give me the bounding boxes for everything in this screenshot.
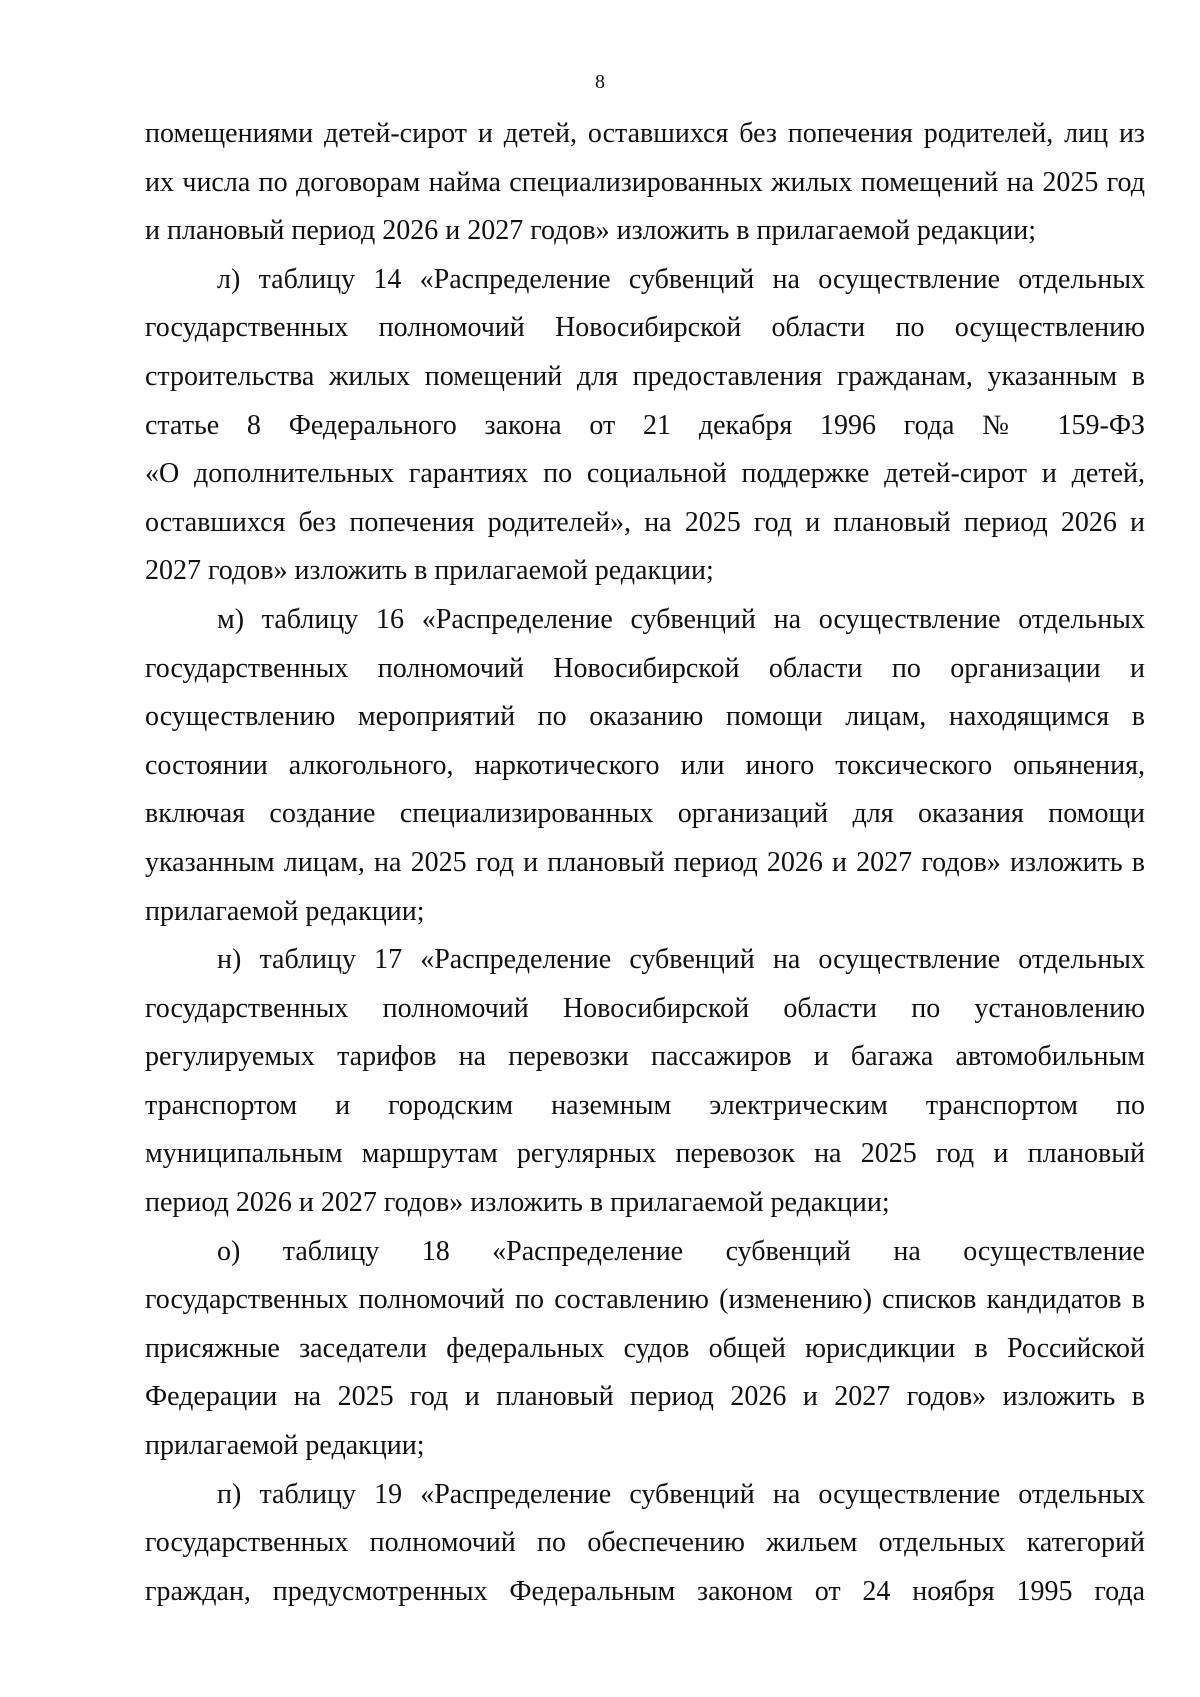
text-line: государственных полномочий по составлению (изменению) списков кандидатов в	[145, 1284, 1145, 1316]
body-text	[145, 110, 1145, 1616]
text-line: «О дополнительных гарантиях по социальной поддержке детей-сирот и детей,	[145, 458, 1145, 490]
text-line: период 2026 и 2027 годов» изложить в прилагаемой редакции;	[145, 1187, 890, 1219]
text-line: прилагаемой редакции;	[145, 895, 425, 927]
text-line: государственных полномочий по обеспечению жильем отдельных категорий	[145, 1527, 1145, 1559]
text-line: муниципальным маршрутам регулярных перевозок на 2025 год и плановый	[145, 1138, 1145, 1170]
text-line: и плановый период 2026 и 2027 годов» изложить в прилагаемой редакции;	[145, 215, 1036, 247]
text-line: включая создание специализированных организаций для оказания помощи	[145, 798, 1145, 830]
text-line: строительства жилых помещений для предоставления гражданам, указанным в	[145, 360, 1145, 392]
text-line: государственных полномочий Новосибирской области по организации и	[145, 652, 1145, 684]
text-line: государственных полномочий Новосибирской области по установлению	[145, 992, 1145, 1024]
text-line: регулируемых тарифов на перевозки пассажиров и багажа автомобильным	[145, 1041, 1145, 1073]
text-line: осуществлению мероприятий по оказанию помощи лицам, находящимся в	[145, 701, 1145, 733]
text-line: п) таблицу 19 «Распределение субвенций на осуществление отдельных	[217, 1478, 1145, 1510]
text-line: их числа по договорам найма специализированных жилых помещений на 2025 год	[145, 166, 1145, 198]
text-line: статье 8 Федерального закона от 21 декабря 1996 года № 159-ФЗ	[145, 409, 1145, 441]
page-number: 8	[595, 71, 605, 93]
text-line: м) таблицу 16 «Распределение субвенций на осуществление отдельных	[217, 603, 1145, 635]
text-line: транспортом и городским наземным электрическим транспортом по	[145, 1089, 1145, 1121]
text-line: состоянии алкогольного, наркотического или иного токсического опьянения,	[145, 749, 1145, 781]
text-line: оставшихся без попечения родителей», на 2025 год и плановый период 2026 и	[145, 506, 1145, 538]
text-line: указанным лицам, на 2025 год и плановый период 2026 и 2027 годов» изложить в	[145, 846, 1145, 878]
text-line: н) таблицу 17 «Распределение субвенций на осуществление отдельных	[217, 944, 1145, 976]
text-line: помещениями детей-сирот и детей, оставшихся без попечения родителей, лиц из	[145, 118, 1145, 149]
text-line: Федерации на 2025 год и плановый период 2026 и 2027 годов» изложить в	[145, 1381, 1145, 1413]
text-line: государственных полномочий Новосибирской области по осуществлению	[145, 312, 1145, 344]
text-line: л) таблицу 14 «Распределение субвенций на осуществление отдельных	[217, 263, 1145, 295]
text-line: граждан, предусмотренных Федеральным законом от 24 ноября 1995 года	[145, 1575, 1145, 1607]
text-line: о) таблицу 18 «Распределение субвенций на осуществление	[217, 1235, 1145, 1267]
text-line: прилагаемой редакции;	[145, 1430, 425, 1462]
text-line: 2027 годов» изложить в прилагаемой редакции;	[145, 555, 714, 587]
text-line: присяжные заседатели федеральных судов общей юрисдикции в Российской	[145, 1332, 1145, 1364]
